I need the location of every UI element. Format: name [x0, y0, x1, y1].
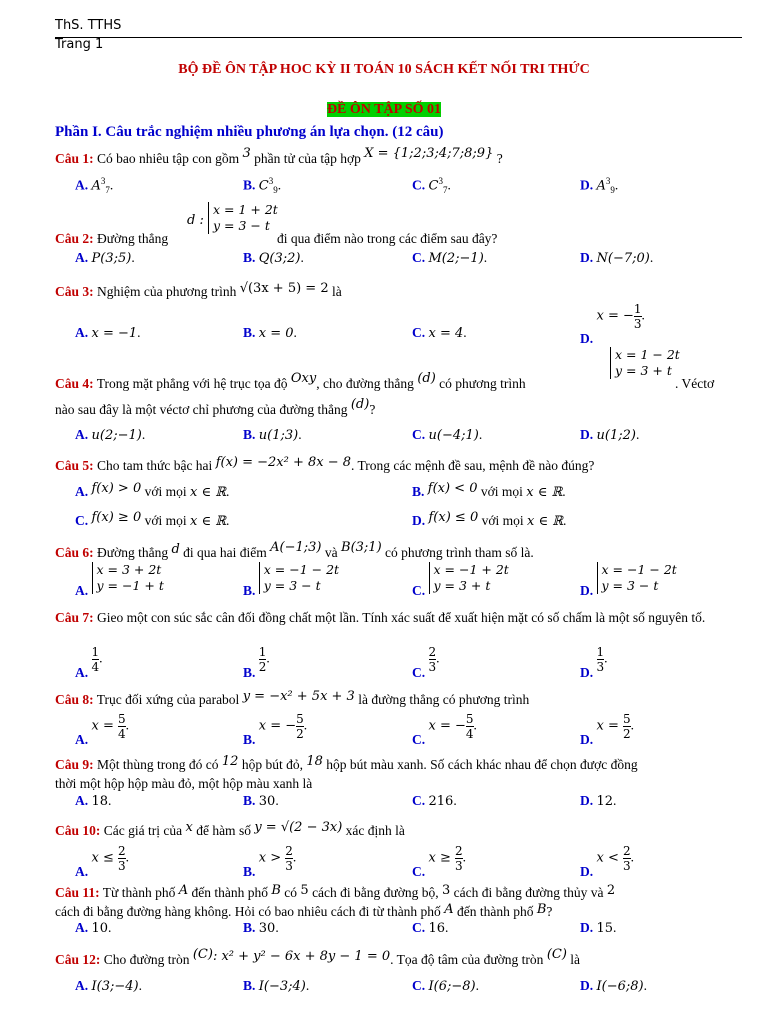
- option-6a[interactable]: A. x = 3 + 2t y = −1 + t: [75, 562, 164, 599]
- option-7c[interactable]: C. $\frac{2}{3}$ .: [412, 645, 440, 680]
- question-2: Câu 2: Đường thẳng d : x = 1 + 2t y = 3 − t đi qua điểm nào trong các điểm sau đây?: [55, 202, 498, 246]
- option-10d[interactable]: D. x < $\frac{2}{3}$ .: [580, 844, 635, 879]
- option-8b[interactable]: B. x = − $\frac{5}{2}$ .: [243, 712, 308, 747]
- option-11d[interactable]: D. 15.: [580, 920, 617, 936]
- option-8d[interactable]: D. x = $\frac{5}{2}$ .: [580, 712, 635, 747]
- document-title: BỘ ĐỀ ÔN TẬP HOC KỲ II TOÁN 10 SÁCH KẾT NỐI TRI THỨC: [178, 62, 590, 77]
- option-5d[interactable]: D. f(x) ≤ 0 với mọi x ∈ ℝ.: [412, 510, 567, 529]
- option-5c[interactable]: C. f(x) ≥ 0 với mọi x ∈ ℝ.: [75, 510, 230, 529]
- option-5a[interactable]: A. f(x) > 0 với mọi x ∈ ℝ.: [75, 481, 230, 500]
- option-12b[interactable]: B. I(−3;4).: [243, 978, 310, 994]
- question-5: Câu 5: Cho tam thức bậc hai f(x) = −2x² + 8x − 8. Trong các mệnh đề sau, mệnh đề nào đúng?: [55, 455, 595, 473]
- option-9d[interactable]: D. 12.: [580, 793, 617, 809]
- option-2b[interactable]: B. Q(3;2).: [243, 250, 304, 266]
- option-1c[interactable]: C. $C^3_7$.: [412, 176, 451, 196]
- option-3b[interactable]: B. x = 0.: [243, 325, 297, 341]
- option-11a[interactable]: A. 10.: [75, 920, 112, 936]
- question-1: Câu 1: Có bao nhiêu tập con gồm 3 phần tử của tập hợp X = {1;2;3;4;7;8;9} ?: [55, 146, 503, 166]
- option-12d[interactable]: D. I(−6;8).: [580, 978, 647, 994]
- option-6d[interactable]: D. x = −1 − 2t y = 3 − t: [580, 562, 677, 599]
- question-6: Câu 6: Đường thẳng d đi qua hai điểm A(−1;3) và B(3;1) có phương trình tham số là.: [55, 540, 534, 560]
- option-10c[interactable]: C. x ≥ $\frac{2}{3}$ .: [412, 844, 467, 879]
- section-heading: Phần I. Câu trắc nghiệm nhiều phương án lựa chọn. (12 câu): [55, 124, 444, 140]
- option-7d[interactable]: D. $\frac{1}{3}$ .: [580, 645, 608, 680]
- option-6c[interactable]: C. x = −1 + 2t y = 3 + t: [412, 562, 509, 599]
- option-7b[interactable]: B. $\frac{1}{2}$ .: [243, 645, 270, 680]
- option-6b[interactable]: B. x = −1 − 2t y = 3 − t: [243, 562, 340, 599]
- option-3d[interactable]: D. x = − $\frac{1}{3}$ .: [580, 302, 645, 346]
- option-4c[interactable]: C. u(−4;1).: [412, 427, 483, 443]
- option-8c[interactable]: C. x = − $\frac{5}{4}$ .: [412, 712, 477, 747]
- option-4a[interactable]: A. u(2;−1).: [75, 427, 146, 443]
- option-9c[interactable]: C. 216.: [412, 793, 457, 809]
- option-10a[interactable]: A. x ≤ $\frac{2}{3}$ .: [75, 844, 130, 879]
- question-12: Câu 12: Cho đường tròn (C): x² + y² − 6x + 8y − 1 = 0. Tọa độ tâm của đường tròn (C) là: [55, 947, 581, 967]
- option-1a[interactable]: A. $A^3_7$.: [75, 176, 114, 196]
- option-9a[interactable]: A. 18.: [75, 793, 112, 809]
- option-11c[interactable]: C. 16.: [412, 920, 449, 936]
- option-9b[interactable]: B. 30.: [243, 793, 279, 809]
- option-4b[interactable]: B. u(1;3).: [243, 427, 302, 443]
- header-divider: [55, 37, 742, 38]
- option-3a[interactable]: A. x = −1.: [75, 325, 141, 341]
- question-11: Câu 11: Từ thành phố A đến thành phố B có 5 cách đi bằng đường bộ, 3 cách đi bằng đường thủy và 2 cách đi bằng đường hàng không. Hỏi có bao nhiêu cách đi từ thành phố A đến thành phố B?: [55, 883, 616, 919]
- option-10b[interactable]: B. x > $\frac{2}{3}$ .: [243, 844, 297, 879]
- option-1d[interactable]: D. $A^3_9$.: [580, 176, 619, 196]
- question-9: Câu 9: Một thùng trong đó có 12 hộp bút đỏ, 18 hộp bút màu xanh. Số cách khác nhau để chọn được đồng thời một hộp hộp màu đỏ, một hộp màu xanh là: [55, 754, 638, 791]
- question-8: Câu 8: Trục đối xứng của parabol y = −x² + 5x + 3 là đường thẳng có phương trình: [55, 689, 530, 707]
- option-3c[interactable]: C. x = 4.: [412, 325, 467, 341]
- header-page: Trang 1: [55, 37, 104, 52]
- question-4: Câu 4: Trong mặt phẳng với hệ trục tọa độ Oxy, cho đường thẳng (d) có phương trình x = 1 − 2t y = 3 + t . Véctơ nào sau đây là một véctơ chỉ phương của đường thẳng (d)?: [55, 347, 715, 417]
- option-4d[interactable]: D. u(1;2).: [580, 427, 640, 443]
- question-3: Câu 3: Nghiệm của phương trình √(3x + 5) = 2 là: [55, 281, 342, 299]
- option-7a[interactable]: A. $\frac{1}{4}$ .: [75, 645, 103, 680]
- option-11b[interactable]: B. 30.: [243, 920, 279, 936]
- option-12c[interactable]: C. I(6;−8).: [412, 978, 479, 994]
- option-2d[interactable]: D. N(−7;0).: [580, 250, 654, 266]
- option-1b[interactable]: B. $C^3_9$.: [243, 176, 282, 196]
- option-2a[interactable]: A. P(3;5).: [75, 250, 135, 266]
- exam-subtitle: ĐỀ ÔN TẬP SỐ 01: [326, 102, 442, 117]
- question-10: Câu 10: Các giá trị của x để hàm số y = √(2 − 3x) xác định là: [55, 820, 405, 838]
- question-7: Câu 7: Gieo một con súc sắc cân đối đồng chất một lần. Tính xác suất để xuất hiện mặt có số chấm là một số nguyên tố.: [55, 610, 706, 625]
- option-8a[interactable]: A. x = $\frac{5}{4}$ .: [75, 712, 130, 747]
- header-author: ThS. TTHS: [55, 18, 122, 33]
- option-12a[interactable]: A. I(3;−4).: [75, 978, 142, 994]
- option-2c[interactable]: C. M(2;−1).: [412, 250, 488, 266]
- option-5b[interactable]: B. f(x) < 0 với mọi x ∈ ℝ.: [412, 481, 566, 500]
